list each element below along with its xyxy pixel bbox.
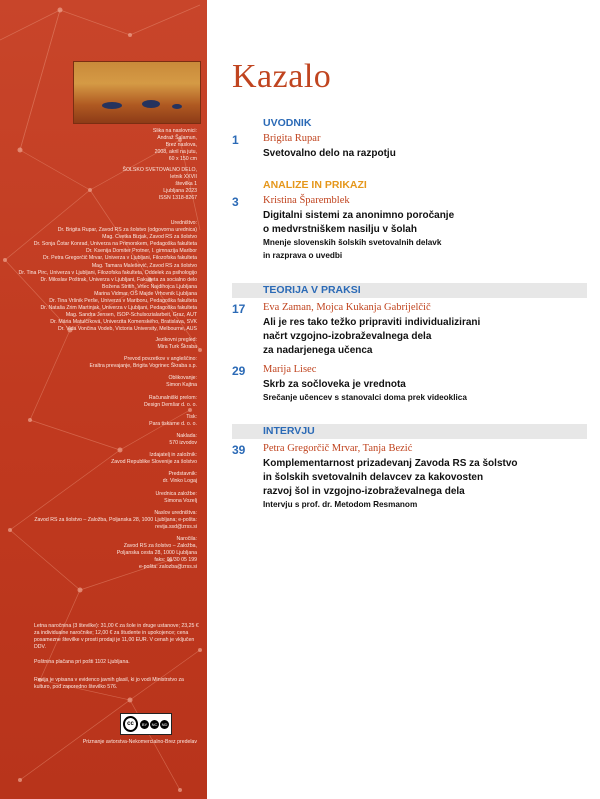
entry-title: Skrb za sočloveka je vrednota: [263, 379, 406, 390]
entry-authors: Petra Gregorčič Mrvar, Tanja Bezić: [263, 443, 413, 454]
section-header-teorija: TEORIJA V PRAKSI: [232, 283, 587, 298]
page-number: 17: [232, 302, 246, 316]
entry-authors: Brigita Rupar: [263, 133, 321, 144]
entry-subtitle: in razprava o uvedbi: [263, 251, 343, 260]
table-of-contents: [207, 0, 600, 799]
entry-authors: Marija Lisec: [263, 364, 317, 375]
entry-title: Ali je res tako težko pripraviti individualizirani: [263, 317, 481, 328]
by-icon: BY: [141, 721, 148, 727]
nd-icon: ND: [161, 721, 168, 727]
entry-authors: Eva Zaman, Mojca Kukanja Gabrijelčič: [263, 302, 431, 313]
page-number: 1: [232, 133, 239, 147]
license-text: Priznanje avtorstva-Nekomercialno-Brez predelav: [82, 739, 197, 745]
cover-caption: Slika na naslovnici: Andraž Šalamun, Brez naslova, 2008, akril na jutu, 60 x 150 cm: [152, 128, 197, 163]
cc-icon: cc: [123, 716, 138, 732]
entry-title: Komplementarnost prizadevanj Zavoda RS za šolstvo: [263, 458, 518, 469]
page-title: Kazalo: [232, 58, 332, 95]
page-number: 39: [232, 443, 246, 457]
entry-title: Svetovalno delo na razpotju: [263, 148, 396, 159]
entry-subtitle: Intervju s prof. dr. Metodom Resmanom: [263, 500, 418, 509]
page-number: 29: [232, 364, 246, 378]
postage-info: Poštnina plačana pri pošti 1102 Ljubljana.: [34, 659, 130, 665]
entry-title: o medvrstniškem nasilju v šolah: [263, 224, 417, 235]
section-header-intervju: INTERVJU: [232, 424, 587, 439]
entry-title: razvoj šol in vzgojno-izobraževalnega dela: [263, 486, 465, 497]
registry-info: Revija je vpisana v evidenco javnih glasil, ki jo vodi Ministrstvo za kulturo, pod zaporedno številko 576.: [34, 677, 184, 691]
entry-subtitle: Srečanje učencev s stanovalci doma prek videoklica: [263, 393, 467, 402]
creative-commons-license-badge: [120, 713, 172, 735]
production-credits: Jezikovni pregled: Mira Turk Škraba Prevod povzetkov v angleščino: Eraltra prevajanje, Brigita Vogrinec Škraba s.p. Oblikovanje: Simon Kajtna Računalniški prelom: Design Demšar d. o. o. Tisk: Para tiskarne d. o. o. Naklada: 570 izvodov Izdajatelj in založnik: Zavod Republike Slovenije za šolstvo Predstavnik: dr. Vinko Logaj Urednica založbe: Simona Vozelj Naslov uredništva: Zavod RS za šolstvo – Založba, Poljanska 28, 1000 Ljubljana; e-pošta: revija.ssd@zrss.si Naročila: Zavod RS za šolstvo – Založba, Poljanska cesta 28, 1000 Ljubljana faks: 01/30 05 199 e-pošta: zalozba@zrss.si: [34, 337, 197, 571]
section-header-uvodnik: UVODNIK: [263, 117, 312, 129]
nc-icon: NC: [151, 721, 158, 727]
section-header-analize: ANALIZE IN PRIKAZI: [263, 179, 367, 191]
journal-info: ŠOLSKO SVETOVALNO DELO, letnik XXVII številka 1 Ljubljana 2023 ISSN 1318-8267: [122, 167, 197, 202]
page-number: 3: [232, 195, 239, 209]
colophon-sidebar: [0, 0, 207, 799]
entry-title: in šolskih svetovalnih delavcev za kakovosten: [263, 472, 484, 483]
entry-subtitle: Mnenje slovenskih šolskih svetovalnih delavk: [263, 238, 442, 247]
subscription-info: Letna naročnina (3 številke): 31,00 € za šole in druge ustanove; 23,25 € za individualne naročnike; 12,00 € za študente in upokojence; cena posamezne številke v prosti prodaji je 11,00 EUR. V cenah je vključen DDV.: [34, 623, 199, 651]
entry-title: načrt vzgojno-izobraževalnega dela: [263, 331, 432, 342]
entry-title: za nadarjenega učenca: [263, 345, 373, 356]
cover-painting-thumbnail: [73, 61, 201, 124]
entry-title: Digitalni sistemi za anonimno poročanje: [263, 210, 455, 221]
editorial-board: Uredništvo: Dr. Brigita Rupar, Zavod RS za šolstvo (odgovorna urednica) Mag. Cvetka Bizjak, Zavod RS za šolstvo Dr. Sonja Čotar Konrad, Univerza na Primorskem, Pedagoška fakulteta Dr. Ksenija Domiter Protner, I. gimnazija Maribor Dr. Petra Gregorčič Mrvar, Univerza v Ljubljani, Filozofska fakulteta Mag. Tamara Malešević, Zavod RS za šolstvo Dr. Tina Pirc, Univerza v Ljubljani, Filozofska fakulteta, Oddelek za psihologijo Dr. Miloslav Poštrak, Univerza v Ljubljani, Fakulteta za socialno delo Božena Stritih, Vrtec Najdihojca Ljubljana Marina Vidmar, OŠ Majde Vrhovnik Ljubljana Dr. Tina Vršnik Perše, Univerza v Mariboru, Pedagoška fakulteta Dr. Nataša Zrim Martinjak, Univerza v Ljubljani, Pedagoška fakulteta Mag. Sandra Jensen, ISOP-Schulsozialarbeit, Graz, AUT Dr. Mária Matulčíková, Univerzita Komenského, Bratislava, SVK Dr. Vida Vončina Vodeb, Victoria University, Melbourne, AUS: [18, 220, 197, 333]
entry-authors: Kristina Šparemblek: [263, 195, 350, 206]
